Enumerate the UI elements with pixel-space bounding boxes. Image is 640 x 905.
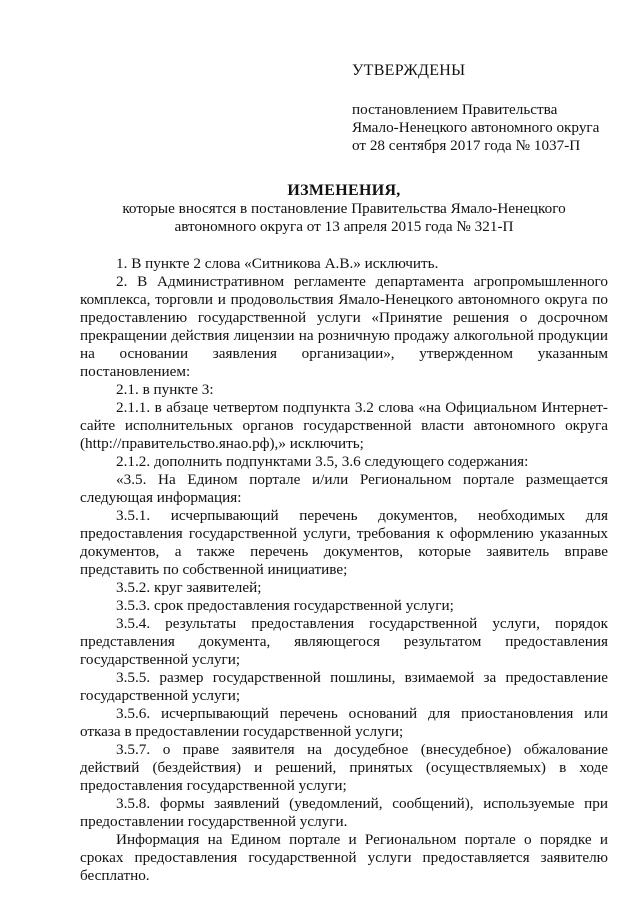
paragraph: 3.5.2. круг заявителей; [116,579,262,596]
paragraph: 3.5.5. размер государственной пошлины, взимаемой за предоставление государственной услуги; [80,669,608,704]
paragraph: 3.5.3. срок предоставления государственной услуги; [116,597,454,614]
approval-line: постановлением Правительства [352,101,558,118]
paragraph: 1. В пункте 2 слова «Ситникова А.В.» исключить. [116,255,439,272]
paragraph: 2.1.1. в абзаце четвертом подпункта 3.2 слова «на Официальном Интернет-сайте исполнительных органов государственной власти автономного округа (http://правительство.янао.рф),» исключить; [80,399,608,452]
approval-block [352,62,632,155]
paragraph: 3.5.4. результаты предоставления государственной услуги, порядок представления документа, являющегося результатом предоставления государственной услуги; [80,615,608,668]
paragraph: «3.5. На Едином портале и/или Региональном портале размещается следующая информация: [80,471,608,506]
approval-line: Ямало-Ненецкого автономного округа [352,119,600,136]
paragraph: 2.1.2. дополнить подпунктами 3.5, 3.6 следующего содержания: [116,453,529,470]
paragraph: 3.5.7. о праве заявителя на досудебное (внесудебное) обжалование действий (бездействия) и решений, принятых (осуществляемых) в ходе предоставления государственной услуги; [80,741,608,794]
paragraph: 3.5.1. исчерпывающий перечень документов, необходимых для предоставления государственной услуги, требования к оформлению указанных документов, а также перечень документов, которые заявитель вправе представить по собственной инициативе; [80,507,608,578]
paragraph: 2. В Административном регламенте департамента агропромышленного комплекса, торговли и продовольствия Ямало-Ненецкого автономного округа по предоставлению государственной услуги «Принятие решения о досрочном прекращении действия лицензии на розничную продажу алкогольной продукции на основании заявления организации», утвержденном указанным постановлением: [80,273,608,380]
document-title: ИЗМЕНЕНИЯ, [287,182,401,199]
document-body [80,255,608,885]
paragraph: Информация на Едином портале и Региональном портале о порядке и сроках предоставления государственной услуги предоставляется заявителю бесплатно. [80,831,608,884]
document-title-block [70,182,618,236]
paragraph: 3.5.8. формы заявлений (уведомлений, сообщений), используемые при предоставлении государственной услуги. [80,795,608,830]
approval-heading: УТВЕРЖДЕНЫ [352,62,466,79]
paragraph: 3.5.6. исчерпывающий перечень оснований для приостановления или отказа в предоставлении государственной услуги; [80,705,608,740]
document-subtitle-line: которые вносятся в постановление Правительства Ямало-Ненецкого [122,200,566,217]
document-subtitle-line: автономного округа от 13 апреля 2015 года № 321-П [174,218,514,235]
approval-line: от 28 сентября 2017 года № 1037-П [352,137,581,154]
paragraph: 2.1. в пункте 3: [116,381,214,398]
